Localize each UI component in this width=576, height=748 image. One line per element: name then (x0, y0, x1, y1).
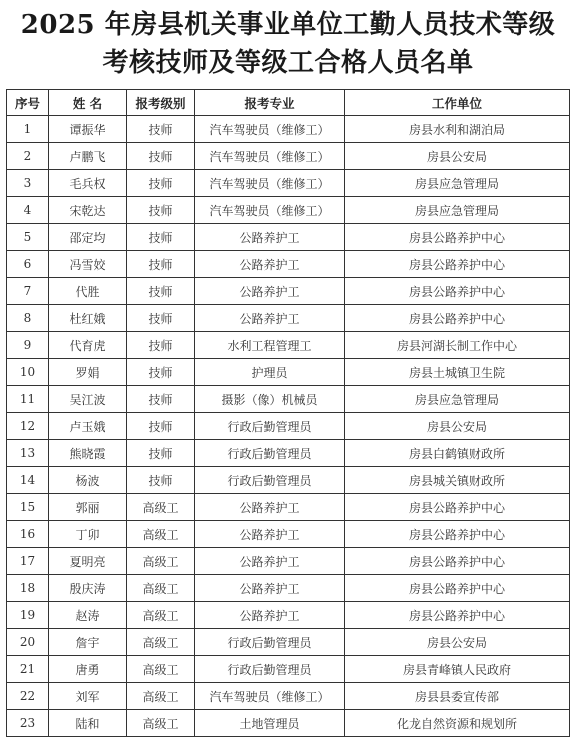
cell-level: 技师 (127, 413, 195, 440)
cell-no: 7 (7, 278, 49, 305)
cell-no: 18 (7, 575, 49, 602)
cell-major: 汽车驾驶员（维修工） (195, 170, 345, 197)
cell-major: 公路养护工 (195, 251, 345, 278)
cell-unit: 房县公安局 (345, 143, 570, 170)
cell-no: 4 (7, 197, 49, 224)
cell-level: 技师 (127, 305, 195, 332)
table-row (7, 467, 570, 494)
cell-no: 6 (7, 251, 49, 278)
table-row (7, 251, 570, 278)
cell-unit: 房县县委宣传部 (345, 683, 570, 710)
cell-unit: 房县公安局 (345, 413, 570, 440)
cell-level: 高级工 (127, 548, 195, 575)
page-title-line1: 2025 年房县机关事业单位工勤人员技术等级 (20, 10, 556, 40)
cell-level: 高级工 (127, 656, 195, 683)
table-header-row (7, 90, 570, 116)
cell-unit: 房县青峰镇人民政府 (345, 656, 570, 683)
cell-name: 刘军 (49, 683, 127, 710)
table-row (7, 494, 570, 521)
table-row (7, 548, 570, 575)
cell-level: 技师 (127, 359, 195, 386)
cell-level: 技师 (127, 197, 195, 224)
cell-no: 3 (7, 170, 49, 197)
table-row (7, 143, 570, 170)
cell-level: 技师 (127, 170, 195, 197)
cell-no: 14 (7, 467, 49, 494)
table-row (7, 602, 570, 629)
cell-name: 丁卯 (49, 521, 127, 548)
cell-major: 行政后勤管理员 (195, 440, 345, 467)
cell-major: 行政后勤管理员 (195, 467, 345, 494)
cell-no: 1 (7, 116, 49, 143)
table-row (7, 197, 570, 224)
cell-no: 2 (7, 143, 49, 170)
cell-name: 夏明亮 (49, 548, 127, 575)
cell-unit: 房县公路养护中心 (345, 575, 570, 602)
cell-unit: 房县河湖长制工作中心 (345, 332, 570, 359)
personnel-table (6, 89, 570, 737)
cell-major: 公路养护工 (195, 224, 345, 251)
cell-unit: 房县应急管理局 (345, 386, 570, 413)
cell-unit: 房县水利和湖泊局 (345, 116, 570, 143)
cell-no: 9 (7, 332, 49, 359)
cell-major: 行政后勤管理员 (195, 413, 345, 440)
cell-major: 护理员 (195, 359, 345, 386)
cell-no: 22 (7, 683, 49, 710)
cell-level: 高级工 (127, 575, 195, 602)
cell-level: 高级工 (127, 521, 195, 548)
cell-level: 高级工 (127, 710, 195, 737)
cell-no: 5 (7, 224, 49, 251)
cell-unit: 房县应急管理局 (345, 170, 570, 197)
cell-no: 12 (7, 413, 49, 440)
cell-level: 高级工 (127, 494, 195, 521)
cell-no: 10 (7, 359, 49, 386)
table-row (7, 683, 570, 710)
cell-major: 摄影（像）机械员 (195, 386, 345, 413)
cell-unit: 房县白鹤镇财政所 (345, 440, 570, 467)
cell-major: 公路养护工 (195, 602, 345, 629)
table-row (7, 305, 570, 332)
cell-name: 邵定均 (49, 224, 127, 251)
cell-name: 熊晓霞 (49, 440, 127, 467)
cell-unit: 房县公路养护中心 (345, 251, 570, 278)
table-row (7, 170, 570, 197)
column-header-no: 序号 (7, 90, 49, 116)
table-row (7, 359, 570, 386)
cell-unit: 房县公路养护中心 (345, 494, 570, 521)
table-row (7, 656, 570, 683)
cell-name: 郭丽 (49, 494, 127, 521)
cell-no: 15 (7, 494, 49, 521)
table-row (7, 413, 570, 440)
cell-name: 代育虎 (49, 332, 127, 359)
cell-unit: 化龙自然资源和规划所 (345, 710, 570, 737)
cell-no: 8 (7, 305, 49, 332)
cell-unit: 房县公路养护中心 (345, 521, 570, 548)
table-row (7, 629, 570, 656)
table-row (7, 710, 570, 737)
cell-level: 技师 (127, 278, 195, 305)
cell-no: 11 (7, 386, 49, 413)
table-row (7, 224, 570, 251)
cell-major: 公路养护工 (195, 305, 345, 332)
cell-level: 技师 (127, 386, 195, 413)
column-header-level: 报考级别 (127, 90, 195, 116)
cell-unit: 房县公路养护中心 (345, 278, 570, 305)
cell-major: 汽车驾驶员（维修工） (195, 683, 345, 710)
table-row (7, 116, 570, 143)
cell-name: 毛兵权 (49, 170, 127, 197)
column-header-name: 姓 名 (49, 90, 127, 116)
cell-name: 罗娟 (49, 359, 127, 386)
cell-major: 水利工程管理工 (195, 332, 345, 359)
table-row (7, 440, 570, 467)
cell-name: 冯雪姣 (49, 251, 127, 278)
cell-major: 土地管理员 (195, 710, 345, 737)
cell-level: 技师 (127, 332, 195, 359)
cell-major: 公路养护工 (195, 521, 345, 548)
cell-name: 陆和 (49, 710, 127, 737)
cell-no: 19 (7, 602, 49, 629)
cell-unit: 房县公路养护中心 (345, 602, 570, 629)
cell-level: 高级工 (127, 683, 195, 710)
cell-level: 高级工 (127, 629, 195, 656)
page-title-line2: 考核技师及等级工合格人员名单 (102, 48, 474, 78)
cell-unit: 房县城关镇财政所 (345, 467, 570, 494)
cell-no: 17 (7, 548, 49, 575)
cell-major: 汽车驾驶员（维修工） (195, 197, 345, 224)
table-row (7, 575, 570, 602)
cell-no: 13 (7, 440, 49, 467)
cell-level: 技师 (127, 440, 195, 467)
cell-no: 21 (7, 656, 49, 683)
cell-name: 詹宇 (49, 629, 127, 656)
cell-name: 杜红娥 (49, 305, 127, 332)
cell-major: 行政后勤管理员 (195, 656, 345, 683)
cell-name: 卢鹏飞 (49, 143, 127, 170)
cell-major: 行政后勤管理员 (195, 629, 345, 656)
cell-unit: 房县公安局 (345, 629, 570, 656)
table-row (7, 386, 570, 413)
cell-major: 汽车驾驶员（维修工） (195, 116, 345, 143)
cell-name: 杨波 (49, 467, 127, 494)
cell-name: 代胜 (49, 278, 127, 305)
cell-level: 技师 (127, 251, 195, 278)
cell-no: 20 (7, 629, 49, 656)
table-row (7, 332, 570, 359)
column-header-major: 报考专业 (195, 90, 345, 116)
cell-major: 公路养护工 (195, 494, 345, 521)
cell-unit: 房县土城镇卫生院 (345, 359, 570, 386)
cell-major: 公路养护工 (195, 548, 345, 575)
cell-major: 公路养护工 (195, 575, 345, 602)
cell-name: 唐勇 (49, 656, 127, 683)
cell-level: 技师 (127, 467, 195, 494)
cell-name: 殷庆涛 (49, 575, 127, 602)
table-row (7, 521, 570, 548)
cell-unit: 房县公路养护中心 (345, 305, 570, 332)
cell-major: 汽车驾驶员（维修工） (195, 143, 345, 170)
cell-unit: 房县公路养护中心 (345, 224, 570, 251)
cell-major: 公路养护工 (195, 278, 345, 305)
cell-level: 技师 (127, 224, 195, 251)
cell-name: 卢玉娥 (49, 413, 127, 440)
cell-unit: 房县公路养护中心 (345, 548, 570, 575)
cell-level: 技师 (127, 116, 195, 143)
cell-unit: 房县应急管理局 (345, 197, 570, 224)
table-row (7, 278, 570, 305)
column-header-unit: 工作单位 (345, 90, 570, 116)
cell-name: 谭振华 (49, 116, 127, 143)
cell-level: 技师 (127, 143, 195, 170)
cell-no: 23 (7, 710, 49, 737)
cell-no: 16 (7, 521, 49, 548)
cell-level: 高级工 (127, 602, 195, 629)
cell-name: 吴江波 (49, 386, 127, 413)
cell-name: 赵涛 (49, 602, 127, 629)
cell-name: 宋乾达 (49, 197, 127, 224)
